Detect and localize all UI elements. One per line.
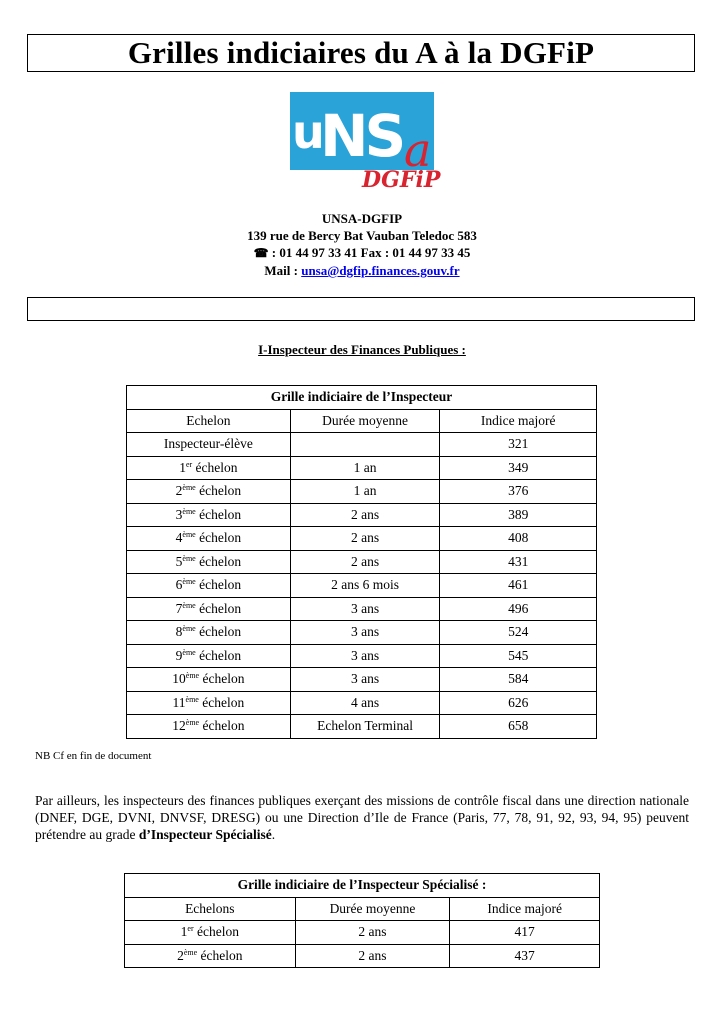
table-row bbox=[127, 621, 597, 645]
mail-label: Mail : bbox=[264, 263, 298, 278]
duree-cell: 3 ans bbox=[290, 621, 440, 645]
echelon-cell bbox=[127, 503, 291, 527]
echelon-ordinal-suffix: er bbox=[187, 924, 194, 934]
echelon-ordinal-suffix: ème bbox=[182, 530, 196, 540]
duree-cell: 3 ans bbox=[290, 597, 440, 621]
header-duree: Durée moyenne bbox=[290, 409, 440, 433]
duree-cell: Echelon Terminal bbox=[290, 715, 440, 739]
indice-cell: 658 bbox=[440, 715, 597, 739]
echelon-cell bbox=[127, 668, 291, 692]
echelon-ordinal-suffix: er bbox=[185, 459, 193, 469]
duree-cell: 1 an bbox=[290, 480, 440, 504]
address: 139 rue de Bercy Bat Vauban Teledoc 583 bbox=[247, 228, 477, 243]
indice-cell: 408 bbox=[440, 527, 597, 551]
echelon-number: 2 bbox=[175, 483, 183, 499]
table-row bbox=[127, 574, 597, 598]
inspecteur-grid-table bbox=[126, 385, 597, 739]
table-row bbox=[127, 433, 597, 457]
echelon-label: échelon bbox=[199, 718, 245, 734]
echelon-ordinal-suffix: ème bbox=[182, 647, 196, 657]
indice-cell: 524 bbox=[440, 621, 597, 645]
duree-cell: 2 ans bbox=[295, 944, 450, 968]
indice-cell: 584 bbox=[440, 668, 597, 692]
table-row bbox=[127, 527, 597, 551]
mail-link[interactable]: unsa@dgfip.finances.gouv.fr bbox=[301, 263, 460, 278]
echelon-number: 12 bbox=[172, 718, 186, 734]
echelon-label: échelon bbox=[193, 924, 239, 940]
echelon-ordinal-suffix: ème bbox=[182, 506, 196, 516]
echelon-cell bbox=[127, 691, 291, 715]
contact-block bbox=[0, 210, 724, 279]
duree-cell: 2 ans bbox=[290, 503, 440, 527]
echelon-ordinal-suffix: ème bbox=[182, 483, 196, 493]
echelon-number: 1 bbox=[180, 924, 188, 940]
phone-fax-text: : 01 44 97 33 41 Fax : 01 44 97 33 45 bbox=[271, 245, 471, 260]
echelon-cell bbox=[127, 480, 291, 504]
table-row bbox=[127, 644, 597, 668]
duree-cell: 2 ans bbox=[290, 550, 440, 574]
echelon-label: échelon bbox=[195, 506, 242, 522]
indice-cell: 626 bbox=[440, 691, 597, 715]
duree-cell: 3 ans bbox=[290, 644, 440, 668]
indice-cell: 321 bbox=[440, 433, 597, 457]
indice-cell: 496 bbox=[440, 597, 597, 621]
mail-line bbox=[0, 262, 724, 279]
echelon-cell bbox=[127, 433, 291, 457]
echelon-number: 4 bbox=[175, 530, 183, 546]
table-row bbox=[127, 691, 597, 715]
echelon-ordinal-suffix: ème bbox=[185, 694, 199, 704]
echelon-ordinal-suffix: ème bbox=[185, 718, 200, 728]
table-caption: Grille indiciaire de l’Inspecteur bbox=[127, 386, 597, 410]
duree-cell: 1 an bbox=[290, 456, 440, 480]
svg-text:NS: NS bbox=[320, 102, 403, 170]
inspecteur-specialise-grid-table bbox=[124, 873, 600, 968]
echelon-label: échelon bbox=[195, 483, 242, 499]
duree-cell bbox=[290, 433, 440, 457]
echelon-number: 5 bbox=[175, 553, 183, 569]
echelon-number: 11 bbox=[172, 694, 186, 710]
org-name: UNSA-DGFIP bbox=[321, 211, 403, 226]
echelon-label: échelon bbox=[195, 577, 242, 593]
header-duree: Durée moyenne bbox=[295, 897, 450, 921]
table-header-row bbox=[125, 897, 600, 921]
table-row bbox=[127, 503, 597, 527]
echelon-label: échelon bbox=[195, 624, 242, 640]
echelon-ordinal-suffix: ème bbox=[182, 624, 196, 634]
svg-text:DGFiP: DGFiP bbox=[362, 167, 441, 190]
echelon-number: 2 bbox=[177, 947, 184, 963]
echelon-cell bbox=[127, 550, 291, 574]
duree-cell: 2 ans bbox=[295, 921, 450, 945]
echelon-cell bbox=[127, 715, 291, 739]
telephone-icon: ☎ bbox=[253, 246, 269, 260]
echelon-number: 6 bbox=[175, 577, 183, 593]
svg-text:u: u bbox=[292, 105, 323, 159]
empty-frame bbox=[27, 297, 695, 321]
table-caption: Grille indiciaire de l’Inspecteur Spécialisé : bbox=[125, 874, 600, 898]
indice-cell: 417 bbox=[450, 921, 600, 945]
echelon-label: échelon bbox=[192, 459, 238, 475]
echelon-number: 10 bbox=[172, 671, 186, 687]
table-header-row bbox=[127, 409, 597, 433]
nb-note: NB Cf en fin de document bbox=[35, 750, 152, 762]
header-indice: Indice majoré bbox=[440, 409, 597, 433]
indice-cell: 376 bbox=[440, 480, 597, 504]
indice-cell: 431 bbox=[440, 550, 597, 574]
echelon-ordinal-suffix: ème bbox=[185, 671, 200, 681]
header-echelon: Echelons bbox=[125, 897, 296, 921]
echelon-ordinal-suffix: ème bbox=[182, 553, 196, 563]
table-row bbox=[125, 944, 600, 968]
header-indice: Indice majoré bbox=[450, 897, 600, 921]
table-row bbox=[127, 480, 597, 504]
table-row bbox=[127, 715, 597, 739]
document-title-box bbox=[27, 34, 695, 72]
echelon-number: 7 bbox=[175, 600, 183, 616]
echelon-number: 8 bbox=[175, 624, 183, 640]
duree-cell: 4 ans bbox=[290, 691, 440, 715]
table-caption-row bbox=[127, 386, 597, 410]
echelon-label: échelon bbox=[195, 530, 242, 546]
echelon-cell bbox=[127, 527, 291, 551]
echelon-cell bbox=[127, 621, 291, 645]
echelon-cell bbox=[125, 944, 296, 968]
table-row bbox=[127, 668, 597, 692]
echelon-number: 9 bbox=[175, 647, 183, 663]
body-paragraph bbox=[35, 792, 689, 843]
indice-cell: 437 bbox=[450, 944, 600, 968]
indice-cell: 461 bbox=[440, 574, 597, 598]
table-row bbox=[127, 456, 597, 480]
duree-cell: 2 ans 6 mois bbox=[290, 574, 440, 598]
paragraph-bold: d’Inspecteur Spécialisé bbox=[138, 827, 272, 842]
echelon-cell bbox=[125, 921, 296, 945]
echelon-label: Inspecteur-élève bbox=[163, 436, 253, 452]
indice-cell: 389 bbox=[440, 503, 597, 527]
echelon-cell bbox=[127, 574, 291, 598]
paragraph-end: . bbox=[271, 827, 276, 842]
echelon-label: échelon bbox=[197, 947, 243, 963]
echelon-cell bbox=[127, 644, 291, 668]
table-row bbox=[127, 597, 597, 621]
echelon-ordinal-suffix: ème bbox=[182, 600, 196, 610]
echelon-cell bbox=[127, 597, 291, 621]
phone-fax-line bbox=[0, 244, 724, 262]
table-caption-row bbox=[125, 874, 600, 898]
echelon-label: échelon bbox=[198, 694, 245, 710]
unsa-dgfip-logo bbox=[276, 92, 452, 190]
duree-cell: 2 ans bbox=[290, 527, 440, 551]
indice-cell: 349 bbox=[440, 456, 597, 480]
table-row bbox=[127, 550, 597, 574]
echelon-number: 1 bbox=[179, 459, 186, 475]
svg-text:a: a bbox=[404, 123, 432, 177]
echelon-label: échelon bbox=[195, 600, 242, 616]
document-title: Grilles indiciaires du A à la DGFiP bbox=[127, 35, 595, 70]
indice-cell: 545 bbox=[440, 644, 597, 668]
echelon-number: 3 bbox=[175, 506, 183, 522]
header-echelon: Echelon bbox=[127, 409, 291, 433]
duree-cell: 3 ans bbox=[290, 668, 440, 692]
echelon-label: échelon bbox=[195, 647, 242, 663]
echelon-label: échelon bbox=[195, 553, 242, 569]
echelon-cell bbox=[127, 456, 291, 480]
paragraph-text: Par ailleurs, les inspecteurs des finances publiques exerçant des missions de contrôle fiscal dans une direction nationale (DNEF, DGE, DVNI, DNVSF, DRESG) ou une Direction d’Ile de France (Paris, 77, 78, 91, 92, 93, 94, 95) peuvent prétendre au grade bbox=[35, 793, 689, 842]
section-title: I-Inspecteur des Finances Publiques : bbox=[258, 342, 466, 357]
echelon-ordinal-suffix: ème bbox=[182, 577, 196, 587]
echelon-label: échelon bbox=[199, 671, 245, 687]
echelon-ordinal-suffix: ème bbox=[183, 947, 198, 957]
table-row bbox=[125, 921, 600, 945]
